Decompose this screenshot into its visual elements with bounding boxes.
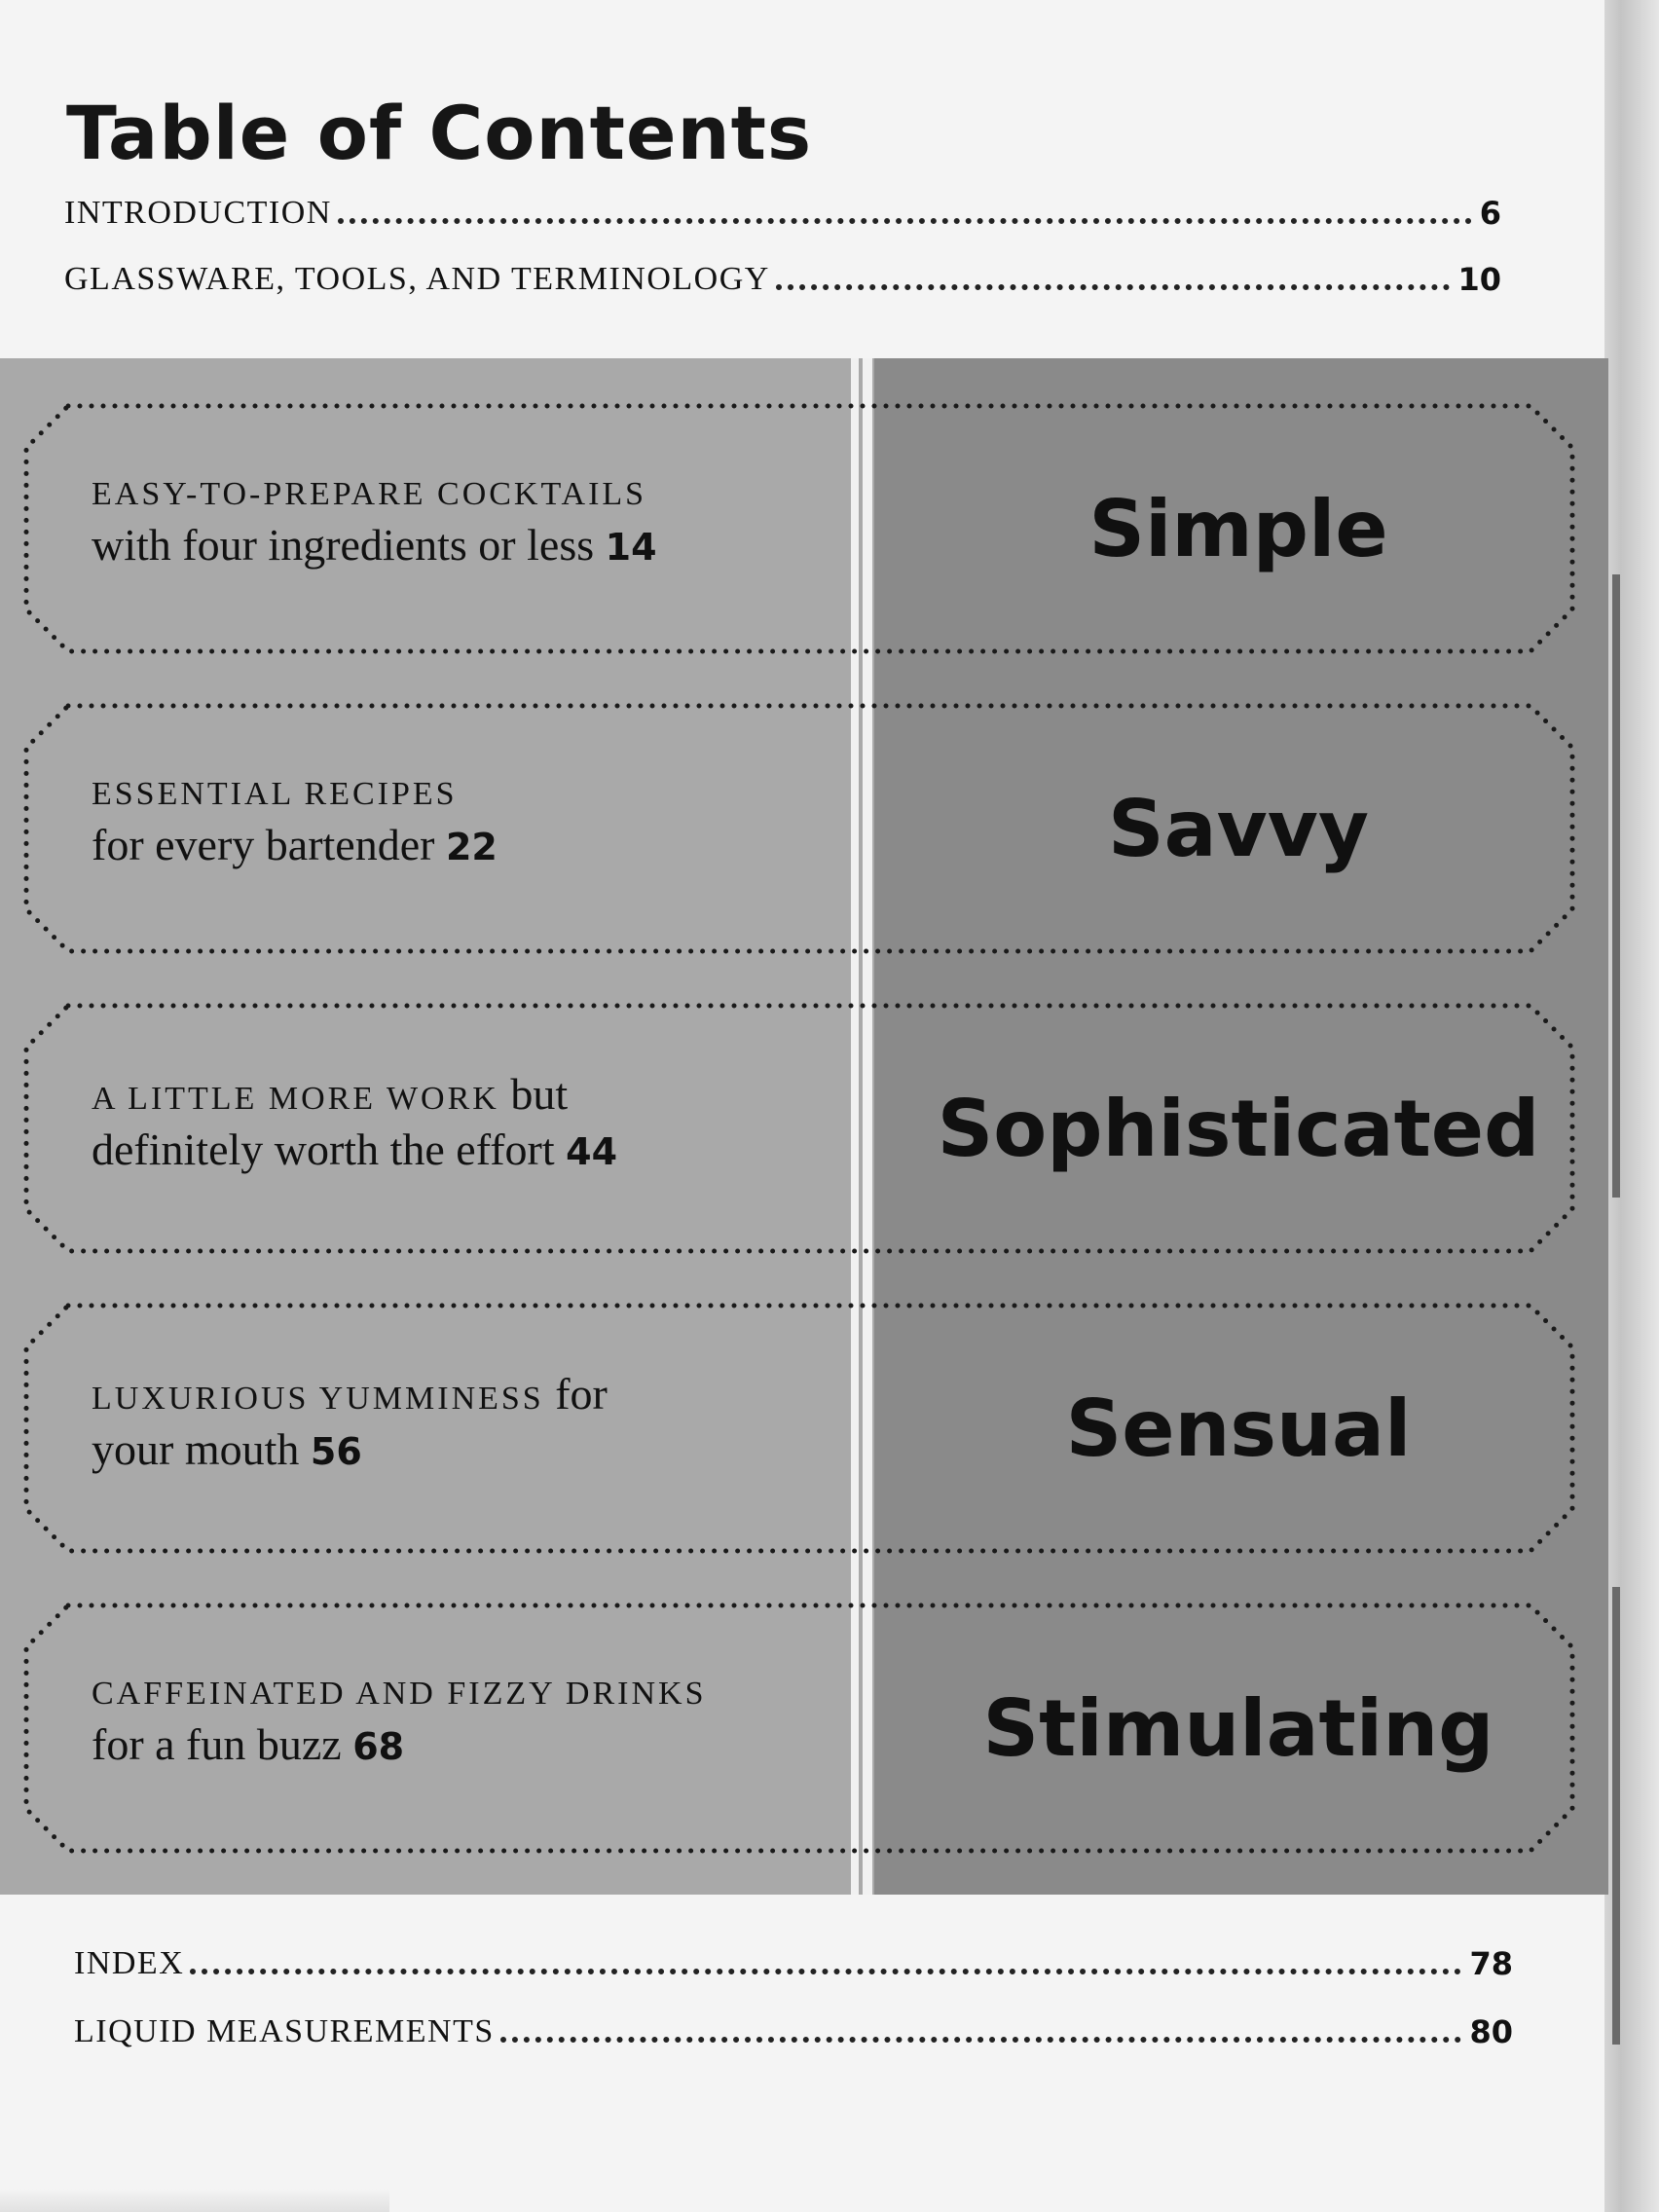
toc-entry-label: INTRODUCTION	[64, 195, 332, 231]
chapter-category: Sensual	[1065, 1382, 1412, 1474]
chapter-card-sensual[interactable]	[21, 1301, 1577, 1556]
toc-entry-introduction[interactable]	[64, 195, 1501, 232]
toc-entry-liquid-measurements[interactable]	[74, 2013, 1513, 2050]
toc-entry-page: 78	[1469, 1945, 1513, 1982]
chapter-page: 22	[445, 826, 498, 868]
chapter-description	[92, 469, 870, 572]
chapter-text: for every bartender	[92, 820, 435, 869]
chapter-caps-rest: for	[543, 1369, 608, 1419]
chapter-text: with four ingredients or less	[92, 520, 595, 570]
chapter-description	[92, 1369, 870, 1477]
chapter-page: 56	[310, 1430, 362, 1473]
chapter-category: Stimulating	[982, 1682, 1494, 1774]
chapter-description	[92, 769, 870, 872]
toc-entry-label: LIQUID MEASUREMENTS	[74, 2013, 495, 2049]
dot-leader	[776, 284, 1451, 290]
chapter-card-savvy[interactable]	[21, 701, 1577, 956]
page-title: Table of Contents	[66, 90, 813, 176]
chapter-card-sophisticated[interactable]	[21, 1001, 1577, 1256]
toc-entry-glassware[interactable]	[64, 261, 1501, 298]
chapter-text: for a fun buzz	[92, 1719, 342, 1769]
dot-leader	[338, 218, 1472, 224]
chapter-caps: A LITTLE MORE WORK	[92, 1081, 499, 1117]
chapter-caps: LUXURIOUS YUMMINESS	[92, 1381, 544, 1417]
chapter-caps: ESSENTIAL RECIPES	[92, 776, 458, 812]
toc-entry-page: 80	[1469, 2013, 1513, 2050]
chapter-page: 44	[566, 1130, 618, 1173]
toc-entry-label: INDEX	[74, 1945, 185, 1981]
chapter-page: 14	[605, 526, 657, 569]
edge-tab	[1612, 1587, 1620, 2045]
chapter-description	[92, 1669, 870, 1772]
chapter-text: your mouth	[92, 1424, 300, 1474]
chapter-text: definitely worth the effort	[92, 1124, 555, 1174]
chapter-category: Savvy	[1107, 783, 1370, 874]
chapter-page: 68	[352, 1725, 405, 1768]
toc-entry-label: GLASSWARE, TOOLS, AND TERMINOLOGY	[64, 261, 770, 297]
page-bleed	[0, 2189, 389, 2212]
toc-entry-index[interactable]	[74, 1945, 1513, 1982]
dot-leader	[190, 1969, 1461, 1974]
toc-entry-page: 6	[1479, 195, 1501, 232]
chapter-category: Sophisticated	[937, 1083, 1540, 1174]
chapter-caps: CAFFEINATED AND FIZZY DRINKS	[92, 1676, 707, 1712]
chapter-caps-rest: but	[498, 1069, 569, 1119]
edge-tab	[1612, 574, 1620, 1198]
toc-entry-page: 10	[1457, 261, 1501, 298]
chapter-category: Simple	[1088, 483, 1388, 574]
chapter-description	[92, 1069, 870, 1177]
dot-leader	[500, 2037, 1462, 2043]
chapter-card-simple[interactable]	[21, 401, 1577, 656]
chapter-caps: EASY-TO-PREPARE COCKTAILS	[92, 476, 647, 512]
chapter-card-stimulating[interactable]	[21, 1601, 1577, 1856]
